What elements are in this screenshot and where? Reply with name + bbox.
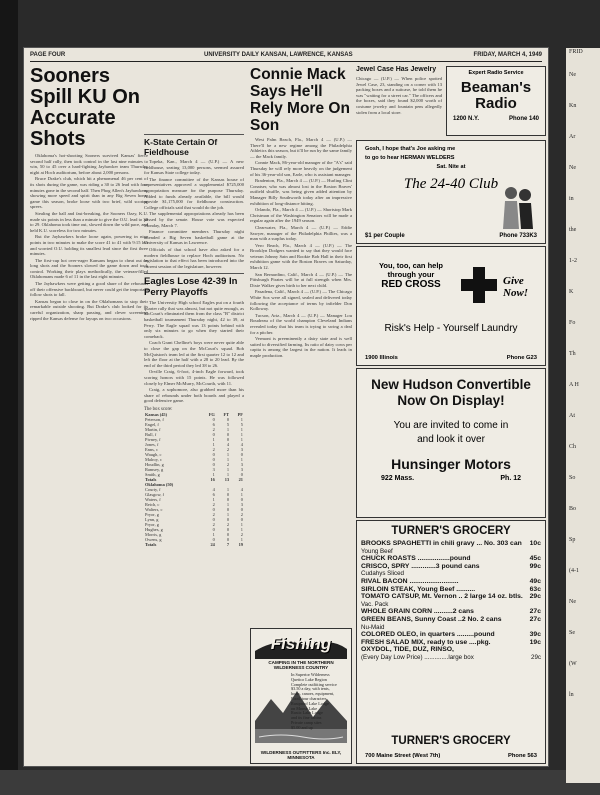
adjacent-page-fragment: So bbox=[569, 475, 576, 481]
fishing-line: $5.00 and up bbox=[291, 724, 313, 730]
lead-body bbox=[30, 153, 148, 321]
grocery-item-label: SIRLOIN STEAK, Young Beef .......... bbox=[361, 585, 476, 593]
couple-illustration-icon bbox=[499, 183, 537, 231]
box-score-row: Morris, g 1 0 2 bbox=[145, 531, 243, 537]
eagles_story-paragraph: Orville Craig, 6-foot, 4-inch Eagle forward, took scoring honors with 15 points. He was followed closely by Elmer McMurry, McCourth, with 11. bbox=[144, 369, 244, 386]
fishing-line: Private camp sites bbox=[291, 719, 322, 725]
laundry-ad bbox=[356, 246, 546, 366]
grocery-item-label: TOMATO CATSUP, Mt. Vernon .. 2 large 14 oz. btls. bbox=[361, 593, 523, 601]
adjacent-page-fragment: 1-2 bbox=[569, 258, 577, 264]
grocery-item bbox=[357, 593, 545, 601]
box-score-row: Pryor, g 2 2 1 bbox=[145, 521, 243, 527]
grocery-item-price: 63c bbox=[529, 585, 541, 593]
grocery-item bbox=[357, 646, 545, 654]
connie_story-paragraph: West Palm Beach, Fla., March 4 — (U.P.) — There'll be a new regime among the Philadelphia Athletics this season, but it'll be run by the same family — the Mack family. bbox=[250, 137, 352, 159]
radio-ad bbox=[446, 66, 546, 136]
grocery-item-label: CRISCO, SPRY .............3 pound cans bbox=[361, 562, 480, 570]
club-phone: Phone 733K3 bbox=[499, 233, 537, 239]
grocery-item bbox=[357, 563, 545, 571]
box-score-row: Pryor, g 2 1 2 bbox=[145, 511, 243, 517]
adjacent-page-fragment: A H bbox=[569, 382, 579, 388]
hudson-ad bbox=[356, 368, 546, 518]
fieldhouse_story-paragraph: The supplemental appropriations already has been passed by the senate. House vote was expected Monday, March 7. bbox=[144, 211, 244, 228]
fishing-line: $3.50 a day, with tents, bbox=[291, 686, 330, 692]
fishing-line: Complete outfitting service bbox=[291, 681, 337, 687]
scanner-edge-left bbox=[0, 0, 18, 795]
box-score-header: Oklahoma (50) bbox=[145, 481, 174, 487]
eagles-headline: Eagles Lose 42-39 In Perry Playoffs bbox=[144, 273, 244, 298]
lead_story-paragraph: The first-cup hot over-eager Kansans began to cheat out on long shots and the Sooners slowed the game down and took control. Working their plays methodically, the veteran-filled Oklahomans made 6 of 11 in the last eight minutes. bbox=[30, 257, 148, 280]
grocery-item bbox=[357, 639, 545, 647]
box-score-row: Lynn, g 0 0 0 bbox=[145, 516, 243, 522]
lead-headline: Sooners Spill KU On Accurate Shots bbox=[30, 66, 140, 150]
adjacent-page-fragment: Th bbox=[569, 351, 576, 357]
grocery-item-price: 39c bbox=[529, 631, 541, 639]
fishing-footer: WILDERNESS OUTFITTERS Inc. ELY, MINNESOTA bbox=[260, 750, 342, 760]
lead_story-paragraph: But the Jayhawkers broke loose again, powering in nine points in two minutes to make the score 41 to 41 with 9:15 left and worried O.U. holding its smallest lead since the first three minutes. bbox=[30, 234, 148, 257]
lead_story-paragraph: Bruce Drake's club, which hit a phenomenal 46 per cent of its shots during the game, was riding a 30 to 26 lead with four minutes gone in the second half. Then Phog Allen's Jayhawkers, showing more speed and spirit than in any Big Seven home game this season, broke loose with two brief, wild scoring sprees. bbox=[30, 176, 148, 210]
jewel-body: Chicago — (U.P.) — When police spotted Jewel Case, 23, standing on a corner with 13 packing boxes and a suitcase, he told them he was "waiting for a street car." The officers and the boxes, said they found $2,000 worth of costume jewelry and fountain pens allegedly stolen from a local store. bbox=[356, 76, 442, 115]
grocery-phone: Phone 563 bbox=[508, 753, 537, 759]
box-score-totals: Totals 16 13 21 bbox=[145, 476, 243, 482]
fieldhouse_story-paragraph: Topeka, Kan., March 4 — (U.P.) — A new fieldhouse, seating 13,000 persons, seemed assured for Kansas State college today. bbox=[144, 159, 244, 176]
middle-column bbox=[144, 130, 244, 762]
eagles_story-paragraph: The University High school Eagles put on a fourth quarter rally that was almost, but not quite enough, as McCourt's eliminated them from the class "B" district basketball tournament Thursday night, 42 to 39, at Perry. The Eagle squad was 13 points behind with only six minutes to go when they started their comeback. bbox=[144, 300, 244, 339]
give-now: Give Now! bbox=[503, 275, 529, 299]
grocery-item-label: COLORED OLEO, in quarters .........pound bbox=[361, 631, 495, 639]
connie_story-paragraph: Vero Beach, Fla., March 4 — (U.P.) — The Brooklyn Dodgers wanted to say that they would face veteran Johnny Sain and Rookie Bob Hall in their first exhibition game with the Boston Braves on Saturday, March 12. bbox=[250, 242, 352, 271]
club-line-2: to go to hear HERMAN WELDERS bbox=[365, 155, 455, 161]
grocery-item bbox=[357, 601, 545, 609]
box-score-row: Courty, f 4 1 4 bbox=[145, 486, 243, 492]
adjacent-page-fragment: Kn bbox=[569, 103, 577, 109]
grocery-item-label: WHOLE GRAIN CORN ..........2 cans bbox=[361, 608, 474, 616]
hudson-headline: New Hudson Convertible Now On Display! bbox=[371, 377, 531, 408]
connie_story-paragraph: Pasadena, Calif., March 4 — (U.P.) — The Chicago White Sox were all signed, sealed and delivered today following the acceptance of terms by infielder Don Kolloway. bbox=[250, 289, 352, 312]
jewel-headline: Jewel Case Has Jewelry bbox=[356, 66, 437, 73]
paper-title: UNIVERSITY DAILY KANSAN, LAWRENCE, KANSAS bbox=[204, 52, 353, 58]
grocery-item-label: (Every Day Low Price) ..............large box bbox=[361, 653, 474, 661]
box-score-row: Bull, f 0 0 1 bbox=[145, 431, 243, 437]
adjacent-page-fragment: in bbox=[569, 196, 574, 202]
grocery-item bbox=[357, 586, 545, 594]
grocery-item-price: 45c bbox=[529, 555, 541, 563]
adjacent-page-fragment: FRID bbox=[569, 49, 583, 55]
eagles_story-paragraph: Coach Grant Chelline's boys were never quite able to close the gap on the McCourt's squad. Bob McQuiston's team led at the first quarter 12 to 12 and left the floor at the half with a 28 to 20 lead. By the end of the third period they led 38 to 26. bbox=[144, 340, 244, 368]
box-score-row: Peterson, f 0 0 1 bbox=[145, 416, 243, 422]
connie_story-paragraph: Vermont is preeminently a dairy state and is well suited to diversified farming. Its ratio of dairy cows per capita is among the largest in the nation. It leads in maple production. bbox=[250, 336, 352, 358]
club-line-3: Sat. Nite at bbox=[436, 164, 466, 170]
fishing-line: Quetico Lake Region bbox=[291, 676, 327, 682]
fishing-line: Food, tour characters bbox=[291, 695, 327, 701]
grocery-item-price: 10c bbox=[529, 540, 541, 548]
adjacent-page-edge bbox=[566, 48, 600, 783]
hudson-dealer: Hunsinger Motors bbox=[391, 456, 511, 472]
box-score-header: Kansas (45) FG FT PF bbox=[145, 411, 243, 417]
hudson-invite: You are invited to come in and look it over bbox=[393, 420, 509, 445]
adjacent-page-fragment: Ne bbox=[569, 165, 576, 171]
box-score-row: Pivney, f 1 0 1 bbox=[145, 436, 243, 442]
grocery-item-price: 29c bbox=[529, 593, 541, 601]
box-score-row: Enns, c 2 2 3 bbox=[145, 446, 243, 452]
box-score-row: Ramsey, g 3 1 3 bbox=[145, 466, 243, 472]
club-line-1: Gosh, I hope that's Joe asking me bbox=[365, 146, 456, 152]
fishing-details bbox=[291, 673, 347, 731]
laundry-address: 1900 Illinois bbox=[365, 355, 398, 361]
adjacent-page-fragment: Ne bbox=[569, 72, 576, 78]
grocery-item bbox=[357, 578, 545, 586]
fishing-subtitle: CAMPING IN THE NORTHERN WILDERNESS COUNTRY bbox=[268, 660, 334, 670]
laundry-org: RED CROSS bbox=[381, 279, 441, 290]
grocery-item-label: Cudahys Sliced bbox=[361, 570, 404, 578]
eagles_story-paragraph: Craig, a sophomore, also grabbed more than his share of rebounds under both boards and played a good defensive game. bbox=[144, 387, 244, 404]
box-score-row: Owens, g 0 0 1 bbox=[145, 536, 243, 542]
box-score-row: Glasgow, f 6 0 1 bbox=[145, 491, 243, 497]
grocery-item-price: 49c bbox=[529, 578, 541, 586]
fishing-line: Rustic Lake Lodge bbox=[291, 710, 323, 716]
connie_story-paragraph: Connie Mack, 86-year-old manager of the "A's" said Thursday he will rely more heavily on the judgement of his 36-year-old son, Earle, who is assistant manager. bbox=[250, 160, 352, 177]
grocery-item bbox=[357, 654, 545, 662]
grocery-item-label: OXYDOL, TIDE, DUZ, RINSO, bbox=[361, 646, 454, 654]
connie_story-paragraph: Tucson, Ariz., March 4 — (U.P.) — Manager Lou Boudreau of the world champion Cleveland Indians revealed today that his team is trying to swing a deal for a pitcher. bbox=[250, 312, 352, 335]
adjacent-page-fragment: (4-1 bbox=[569, 568, 579, 574]
grocery-item bbox=[357, 540, 545, 548]
adjacent-page-fragment: Se bbox=[569, 630, 575, 636]
adjacent-page-fragment: Ar bbox=[569, 134, 576, 140]
grocery-item-label: Nu-Maid bbox=[361, 623, 385, 631]
connie-body bbox=[250, 137, 352, 359]
laundry-line-2: through your bbox=[387, 270, 435, 279]
laundry-line-1: You, too, can help bbox=[378, 261, 444, 270]
fishing-title: Fishing bbox=[270, 634, 332, 653]
box-score-row: Waters, f 1 0 0 bbox=[145, 496, 243, 502]
lead_story-paragraph: The Jayhawkers were getting a good share of the rebounds off their offensive backboard, but never could get the important follow shots to fall. bbox=[30, 281, 148, 298]
grocery-item bbox=[357, 548, 545, 556]
box-score-row: Houdlin, g 0 2 3 bbox=[145, 461, 243, 467]
adjacent-page-fragment: Fo bbox=[569, 320, 576, 326]
club-name: The 24-40 Club bbox=[403, 176, 499, 192]
hudson-address: 922 Mass. bbox=[381, 474, 415, 482]
adjacent-page-fragment: Ne bbox=[569, 599, 576, 605]
grocery-item-price: 27c bbox=[529, 608, 541, 616]
adjacent-page-fragment: ln bbox=[569, 692, 574, 698]
adjacent-page-fragment: the bbox=[569, 227, 577, 233]
fishing-line: on Moose Lake bbox=[291, 705, 318, 711]
hudson-phone: Ph. 12 bbox=[500, 474, 521, 482]
box-score-row: Waugh, c 0 1 0 bbox=[145, 451, 243, 457]
connie-headline: Connie Mack Says He'll Rely More On Son bbox=[250, 66, 350, 134]
grocery-item bbox=[357, 624, 545, 632]
fieldhouse_story-paragraph: Officials of that school have also asked for a modern fieldhouse to replace Hoch auditorium. No legislation to that effect has been introduced into the current session of the legislature, however. bbox=[144, 246, 244, 269]
connie_story-paragraph: Bradenton, Fla., March 4 — (U.P.) — Hurling Clint Conatser, who was almost lost in the Boston Braves' outfield shuffle, was being given added attention by Manager Billy Southworth today after an impressive exhibition of long-distance hitting. bbox=[250, 178, 352, 206]
grocery-price-list bbox=[357, 540, 545, 662]
connie-story bbox=[250, 66, 352, 670]
grocery-item-label: CHUCK ROASTS .................pound bbox=[361, 555, 471, 563]
header-rule bbox=[30, 61, 542, 62]
grocery-ad bbox=[356, 520, 546, 764]
adjacent-page-fragment: (W bbox=[569, 661, 577, 667]
box-score-table bbox=[144, 412, 244, 547]
grocery-item bbox=[357, 616, 545, 624]
grocery-item-price: 29c bbox=[531, 653, 541, 661]
grocery-footer-name: TURNER'S GROCERY bbox=[391, 734, 511, 747]
issue-date: FRIDAY, MARCH 4, 1949 bbox=[473, 52, 542, 58]
box-score-row: Engel, f 6 5 5 bbox=[145, 421, 243, 427]
laundry-slogan: Risk's Help - Yourself Laundry bbox=[384, 323, 518, 334]
grocery-item bbox=[357, 608, 545, 616]
radio-tag: Expert Radio Service bbox=[468, 70, 524, 76]
box-score-row: Malroy, c 0 1 1 bbox=[145, 456, 243, 462]
box-score-row: Walters, c 0 0 0 bbox=[145, 506, 243, 512]
scanner-edge-bottom bbox=[0, 770, 600, 795]
box-score-row: Smith, g 1 1 0 bbox=[145, 471, 243, 477]
fishing-line: boats, canoes, equipment, bbox=[291, 691, 335, 697]
adjacent-page-fragment: K bbox=[569, 289, 574, 295]
grocery-item bbox=[357, 631, 545, 639]
connie_story-paragraph: San Bernardino, Calif., March 4 — (U.P.) — The Pittsburgh Pirates will be at full strength when Mrs. Dixie Walker gives birth to her next child. bbox=[250, 271, 352, 288]
grocery-item-price: 27c bbox=[529, 616, 541, 623]
connie_story-paragraph: Clearwater, Fla., March 4 — (U.P.) — Eddie Sawyer, manager of the Philadelphia Phillies, was a man with a surplus today. bbox=[250, 224, 352, 242]
grocery-item-label: FRESH SALAD MIX, ready to use ....pkg. bbox=[361, 638, 491, 646]
grocery-item bbox=[357, 555, 545, 563]
box-score-row: Martin, f 2 1 1 bbox=[145, 426, 243, 432]
eagles-body bbox=[144, 300, 244, 404]
grocery-item bbox=[357, 570, 545, 578]
box-score-title: The box score: bbox=[144, 406, 173, 412]
laundry-phone: Phone G23 bbox=[506, 355, 537, 361]
box-score-totals: Totals 24 7 19 bbox=[145, 541, 243, 547]
adjacent-page-fragment: Bo bbox=[569, 506, 577, 512]
grocery-address: 700 Maine Street (West 7th) bbox=[365, 753, 441, 759]
connie_story-paragraph: Orlando, Fla., March 4 — (U.P.) — Shortstop Mark Christman of the Washington Senators will be made a regular again after the 1949 season. bbox=[250, 207, 352, 224]
fieldhouse_story-paragraph: Finance committee members Thursday night attended a Big Seven basketball game at the University of Kansas in Lawrence. bbox=[144, 229, 244, 246]
red-cross-icon bbox=[461, 267, 497, 303]
box-score-row: Jones, f 1 4 4 bbox=[145, 441, 243, 447]
grocery-item-label: Young Beef bbox=[361, 547, 393, 555]
radio-address: 1200 N.Y. bbox=[453, 115, 480, 122]
fishing-line: and its fine cabins bbox=[291, 715, 322, 721]
grocery-title: TURNER'S GROCERY bbox=[391, 525, 511, 537]
fishing-line: In Superior Wilderness bbox=[291, 672, 330, 677]
fieldhouse-headline: K-State Certain Of Fieldhouse bbox=[144, 134, 244, 157]
adjacent-page-fragment: Ch bbox=[569, 444, 577, 450]
radio-phone: Phone 140 bbox=[508, 115, 539, 122]
fishing-ad bbox=[250, 628, 352, 764]
fieldhouse_story-paragraph: The finance committee of the Kansas house of representatives approved a supplemental $725,000 appropriation measure for the purpose Thursday. Added to funds already available, the bill would provide $1,175,000 for fieldhouse construction. College officials said that would do the job. bbox=[144, 176, 244, 210]
grocery-item-label: Vac. Pack bbox=[361, 600, 389, 608]
grocery-item-label: BROOKS SPAGHETTI in chili gravy ... No. 303 can bbox=[361, 540, 522, 548]
jewel-story bbox=[356, 66, 442, 136]
lead_story-paragraph: Kansas began to close in on the Oklahomans to stop their remarkable outside shooting. But Drake's club looked for its careful organization, sharp passing, and clever screening, ripped the Kansas defense for layups on two occasions. bbox=[30, 298, 148, 321]
grocery-item-label: GREEN BEANS, Sunny Coast ..2 No. 2 cans bbox=[361, 616, 502, 623]
fishing-line: Rustproof Lake Lodge bbox=[291, 700, 329, 706]
lead-story bbox=[30, 66, 148, 762]
lead_story-paragraph: Oklahoma's hot-shooting Sooners survived Kansas' fierce second half rally, then took control in the last nine minutes to win, 50 to 45 over a hard-fighting Jayhawker team Thursday night at Hoch auditorium, before about 2,000 persons. bbox=[30, 153, 148, 175]
newspaper-page bbox=[24, 48, 548, 766]
adjacent-page-fragment: At bbox=[569, 413, 575, 419]
lead_story-paragraph: Stealing the ball and fast-breaking, the Sooners Ozzy, K.U. made six points in less than a minute to give the O.U. lead to 38 to 29. Oklahoma took time out, slowed down the wild pace, and held K.U. scoreless for two minutes. bbox=[30, 210, 148, 233]
adjacent-page-fragment: Sp bbox=[569, 537, 576, 543]
page-label: PAGE FOUR bbox=[30, 52, 66, 58]
radio-name: Beaman's Radio bbox=[460, 79, 532, 112]
fieldhouse-body bbox=[144, 159, 244, 269]
grocery-item-label: RIVAL BACON .......................... bbox=[361, 578, 459, 586]
grocery-item-price: 99c bbox=[529, 562, 541, 570]
box-score-row: Hughes, g 0 0 1 bbox=[145, 526, 243, 532]
box-score-row: Reich, c 2 1 3 bbox=[145, 501, 243, 507]
club-ad bbox=[356, 140, 546, 244]
club-price: $1 per Couple bbox=[365, 233, 405, 239]
grocery-item-price: 19c bbox=[529, 638, 541, 646]
